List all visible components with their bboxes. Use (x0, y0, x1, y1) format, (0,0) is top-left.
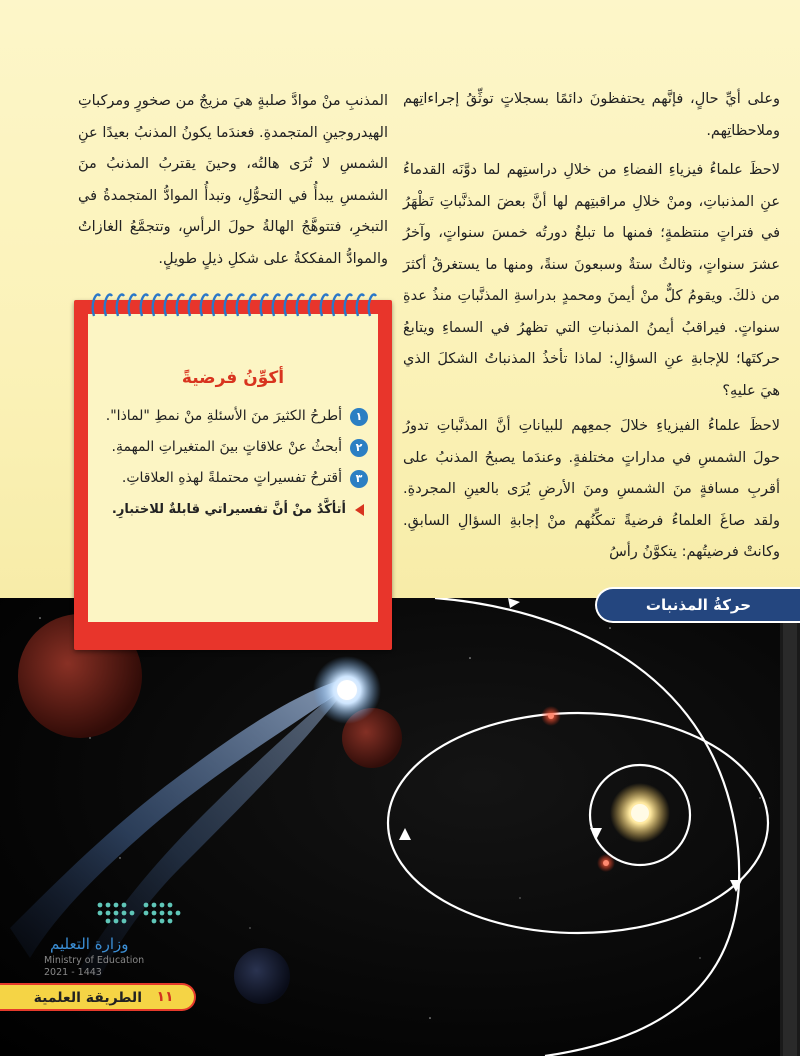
step-number-badge: ٢ (350, 439, 368, 457)
ministry-year: 2021 - 1443 (44, 967, 102, 978)
ministry-name-arabic: وزارة التعليم (50, 935, 129, 953)
chapter-title: الطريقة العلمية (33, 990, 142, 1006)
ministry-name-english: Ministry of Education (44, 955, 145, 966)
footer-bar (0, 983, 196, 1011)
page-number: ١١ (150, 986, 180, 1008)
notebook-step (98, 464, 368, 493)
hypothesis-notebook (74, 286, 392, 650)
notebook-steps (98, 402, 368, 524)
note-text: أتأكَّدُ منْ أنَّ تفسيراتي قابلةٌ للاختبارِ. (111, 502, 346, 517)
left-text-column (78, 86, 388, 275)
notebook-step (98, 402, 368, 431)
spiral-binding-icon (86, 286, 382, 320)
step-number-badge: ١ (350, 408, 368, 426)
ministry-logo-icon (90, 897, 190, 937)
step-number-badge: ٣ (350, 470, 368, 488)
notebook-note (98, 495, 368, 524)
section-title-tab: حركةُ المذنبات (595, 587, 800, 623)
right-paragraph-2: لاحظَ علماءُ فيزياءِ الفضاءِ من خلالِ دراستِهم لما دوَّنَه القدماءُ عنِ المذنباتِ، ومنْ خلالِ مراقبتِهم لها أنَّ بعضَ المذنَّباتِ تَظْهَرُ في فتراتٍ منتظمةٍ؛ فمنها ما تبلغُ دورتُه خمسَ سنواتٍ، وآخرُ عشرَ سنواتٍ، وثالثُ ستةٌ وسبعونَ سنةً، ومنها ما يستغرقُ أكثرَ من ذلكَ. ويقومُ كلٌّ منْ أيمنَ ومحمدٍ بدراسةِ المذنَّباتِ منذُ عدةِ سنواتٍ. فيراقبُ أيمنُ المذنباتِ التي تظهرُ في السماءِ ويتابعُ حركتَها؛ للإجابةِ عنِ السؤالِ: لماذا تأخذُ المذنباتُ الشكلَ الذي هيَ عليهِ؟ (403, 162, 780, 399)
ministry-logo (40, 895, 180, 978)
notebook-step (98, 433, 368, 462)
right-paragraph-3: لاحظَ علماءُ الفيزياءِ خلالَ جمعِهم للبياناتِ أنَّ المذنَّباتِ تدورُ حولَ الشمسِ في مداراتٍ مختلفةٍ. وعندَما يصبحُ المذنبُ على أقربِ مسافةٍ منَ الشمسِ ومنَ الأرضِ يُرَى بالعينِ المجردةِ. ولقد صاغَ العلماءُ فرضيةً تمكِّنُهم منْ إجابةِ السؤالِ السابقِ. وكانتْ فرضيتُهم: يتكوَّنُ رأسُ (403, 418, 780, 560)
left-paragraph-1: المذنبِ منْ موادَّ صلبةٍ هيَ مزيجٌ من صخورٍ ومركباتِ الهيدروجينِ المتجمدةِ. فعندَما يكونُ المذنبُ بعيدًا عنِ الشمسِ لا تُرَى هالتُه، وحينَ يقتربُ المذنبُ منَ الشمسِ يبدأُ في التحوُّلِ، وتبدأُ الموادُّ المتجمدةُ في التبخرِ، فتتوهَّجُ الهالةُ حولَ الرأسِ، وتتجمَّعُ الغازاتُ والموادُّ المفككةُ على شكلِ ذيلٍ طويلٍ. (78, 93, 388, 267)
arrow-left-icon (355, 504, 364, 516)
step-text: أبحثُ عنْ علاقاتٍ بينَ المتغيراتِ المهمةِ. (111, 439, 342, 455)
notebook-title: أكوِّنُ فرضيةً (181, 368, 285, 388)
step-text: أقترحُ تفسيراتٍ محتملةً لهذهِ العلاقاتِ. (121, 470, 342, 486)
right-text-column (403, 84, 780, 569)
right-paragraph-1: وعلى أيِّ حالٍ، فإنَّهم يحتفظونَ دائمًا بسجلاتٍ توثِّقُ إجراءاتِهم وملاحظاتِهم. (403, 91, 780, 139)
step-text: أطرحُ الكثيرَ منَ الأسئلةِ منْ نمطِ "لماذا". (105, 408, 342, 424)
